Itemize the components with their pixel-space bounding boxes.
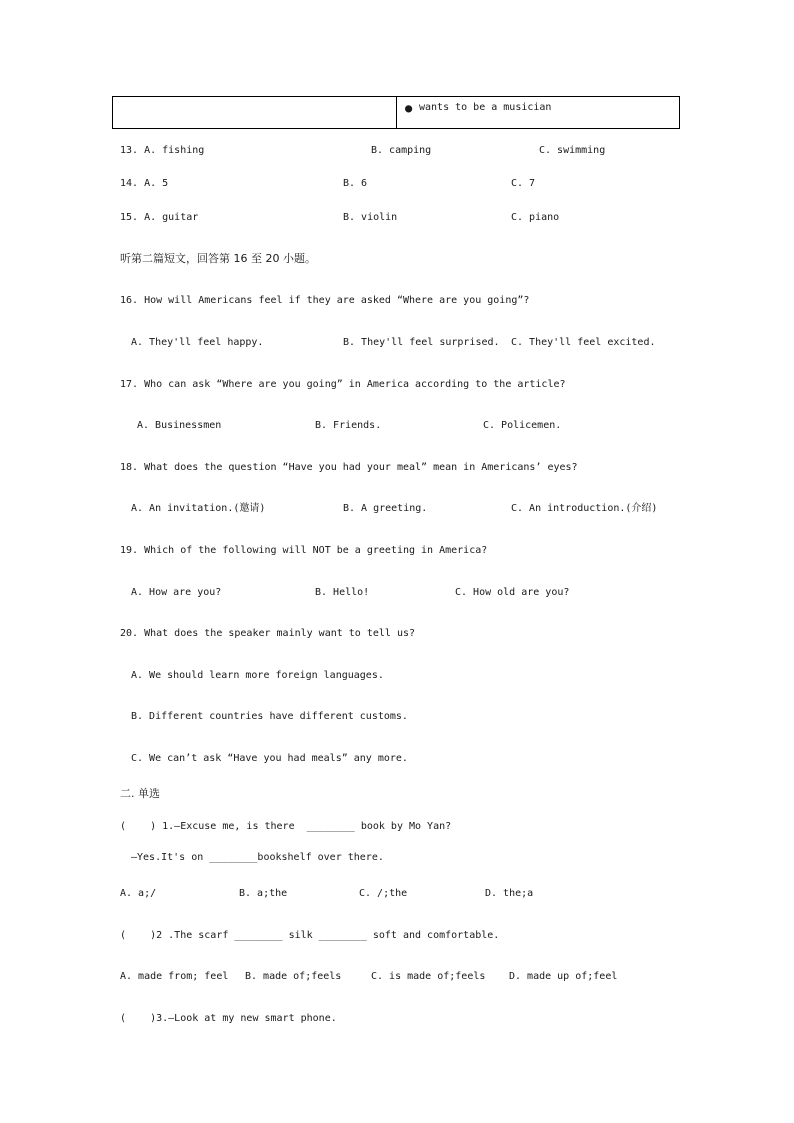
q19-option-c: C. How old are you?	[455, 587, 570, 598]
q18-option-b: B. A greeting.	[343, 503, 428, 514]
mc1-option-b: B. a;the	[239, 888, 288, 899]
mc1-option-a: A. a;/	[120, 888, 157, 899]
q16-option-c: C. They'll feel excited.	[511, 337, 656, 348]
mc2-option-a: A. made from; feel	[120, 971, 229, 982]
q19-stem: 19. Which of the following will NOT be a greeting in America?	[120, 545, 488, 556]
q13-option-c: C. swimming	[539, 145, 606, 156]
mc2-option-c: C. is made of;feels	[371, 971, 486, 982]
q17-stem: 17. Who can ask “Where are you going” in America according to the article?	[120, 379, 566, 390]
q15-option-b: B. violin	[343, 212, 398, 223]
mc1-option-d: D. the;a	[485, 888, 534, 899]
q14-option-a: 14. A. 5	[120, 178, 169, 189]
q18-option-c: C. An introduction.(介绍)	[511, 503, 658, 514]
table-cell-text: wants to be a musician	[419, 102, 552, 113]
section-instruction: 听第二篇短文，回答第 16 至 20 小题。	[120, 252, 316, 265]
q18-option-a: A. An invitation.(邀请)	[131, 503, 266, 514]
mc1-stem: ( ) 1.—Excuse me, is there ________ book by Mo Yan?	[120, 821, 452, 832]
q19-option-a: A. How are you?	[131, 587, 222, 598]
q17-option-c: C. Policemen.	[483, 420, 562, 431]
q17-option-b: B. Friends.	[315, 420, 382, 431]
q16-option-b: B. They'll feel surprised.	[343, 337, 500, 348]
q13-option-b: B. camping	[371, 145, 432, 156]
q20-option-c: C. We can’t ask “Have you had meals” any more.	[131, 753, 408, 764]
q16-option-a: A. They'll feel happy.	[131, 337, 264, 348]
q18-stem: 18. What does the question “Have you had your meal” mean in Americans’ eyes?	[120, 462, 578, 473]
q20-option-b: B. Different countries have different customs.	[131, 711, 408, 722]
q15-option-a: 15. A. guitar	[120, 212, 199, 223]
mc1-option-c: C. /;the	[359, 888, 408, 899]
table-divider	[396, 97, 397, 128]
q20-option-a: A. We should learn more foreign languages.	[131, 670, 384, 681]
table-row	[112, 96, 680, 129]
bullet-icon: ●	[405, 101, 413, 115]
q17-option-a: A. Businessmen	[137, 420, 222, 431]
q19-option-b: B. Hello!	[315, 587, 370, 598]
q13-option-a: 13. A. fishing	[120, 145, 205, 156]
q16-stem: 16. How will Americans feel if they are asked “Where are you going”?	[120, 295, 530, 306]
q15-option-c: C. piano	[511, 212, 560, 223]
mc3-stem: ( )3.—Look at my new smart phone.	[120, 1013, 337, 1024]
q14-option-b: B. 6	[343, 178, 368, 189]
section2-title: 二. 单选	[120, 787, 160, 800]
q14-option-c: C. 7	[511, 178, 536, 189]
mc2-option-b: B. made of;feels	[245, 971, 342, 982]
mc1-line2: —Yes.It's on ________bookshelf over there.	[131, 852, 384, 863]
q20-stem: 20. What does the speaker mainly want to tell us?	[120, 628, 416, 639]
mc2-stem: ( )2 .The scarf ________ silk ________ soft and comfortable.	[120, 930, 500, 941]
mc2-option-d: D. made up of;feel	[509, 971, 618, 982]
